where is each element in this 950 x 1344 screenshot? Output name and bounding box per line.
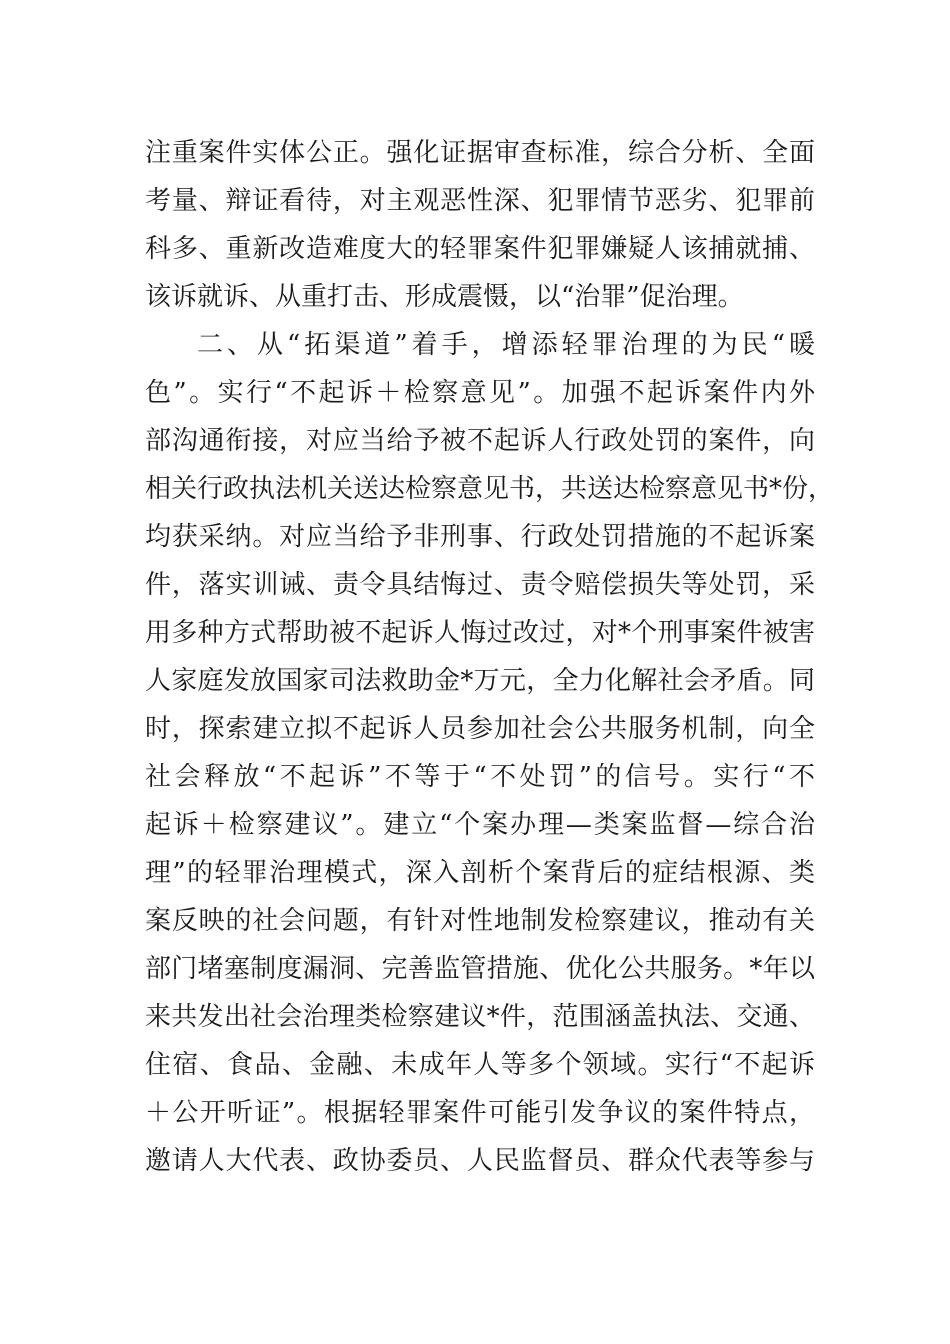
body-text-line: 人家庭发放国家司法救助金*万元，全力化解社会矛盾。同 bbox=[145, 666, 815, 696]
body-text-line: ＋公开听证”。根据轻罪案件可能引发争议的案件特点， bbox=[145, 1098, 815, 1128]
body-text-line: 来共发出社会治理类检察建议*件，范围涵盖执法、交通、 bbox=[145, 1002, 815, 1032]
body-text-line: 邀请人大代表、政协委员、人民监督员、群众代表等参与 bbox=[145, 1146, 815, 1176]
body-text-line: 案反映的社会问题，有针对性地制发检察建议，推动有关 bbox=[145, 906, 815, 936]
body-text-line: 起诉＋检察建议”。建立“个案办理—类案监督—综合治 bbox=[145, 810, 815, 840]
body-text-line: 用多种方式帮助被不起诉人悔过改过，对*个刑事案件被害 bbox=[145, 618, 815, 648]
body-text-line: 部沟通衔接，对应当给予被不起诉人行政处罚的案件，向 bbox=[145, 426, 815, 456]
body-text-line: 均获采纳。对应当给予非刑事、行政处罚措施的不起诉案 bbox=[145, 522, 815, 552]
body-text-line: 住宿、食品、金融、未成年人等多个领域。实行“不起诉 bbox=[145, 1050, 815, 1080]
body-text-line: 部门堵塞制度漏洞、完善监管措施、优化公共服务。*年以 bbox=[145, 954, 815, 984]
body-text-line: 色”。实行“不起诉＋检察意见”。加强不起诉案件内外 bbox=[145, 378, 815, 408]
body-text-line: 相关行政执法机关送达检察意见书，共送达检察意见书*份， bbox=[145, 474, 835, 504]
section-heading-line: 二、从“拓渠道”着手，增添轻罪治理的为民“暖 bbox=[197, 330, 815, 360]
body-text-line: 考量、辩证看待，对主观恶性深、犯罪情节恶劣、犯罪前 bbox=[145, 186, 815, 216]
body-text-line: 社会释放“不起诉”不等于“不处罚”的信号。实行“不 bbox=[145, 762, 815, 792]
body-text-line: 时，探索建立拟不起诉人员参加社会公共服务机制，向全 bbox=[145, 714, 815, 744]
body-text-line: 该诉就诉、从重打击、形成震慑，以“治罪”促治理。 bbox=[145, 282, 744, 312]
body-text-line: 注重案件实体公正。强化证据审查标准，综合分析、全面 bbox=[145, 138, 815, 168]
body-text-line: 件，落实训诫、责令具结悔过、责令赔偿损失等处罚，采 bbox=[145, 570, 815, 600]
body-text-line: 科多、重新改造难度大的轻罪案件犯罪嫌疑人该捕就捕、 bbox=[145, 234, 815, 264]
body-text-line: 理”的轻罪治理模式，深入剖析个案背后的症结根源、类 bbox=[145, 858, 815, 888]
